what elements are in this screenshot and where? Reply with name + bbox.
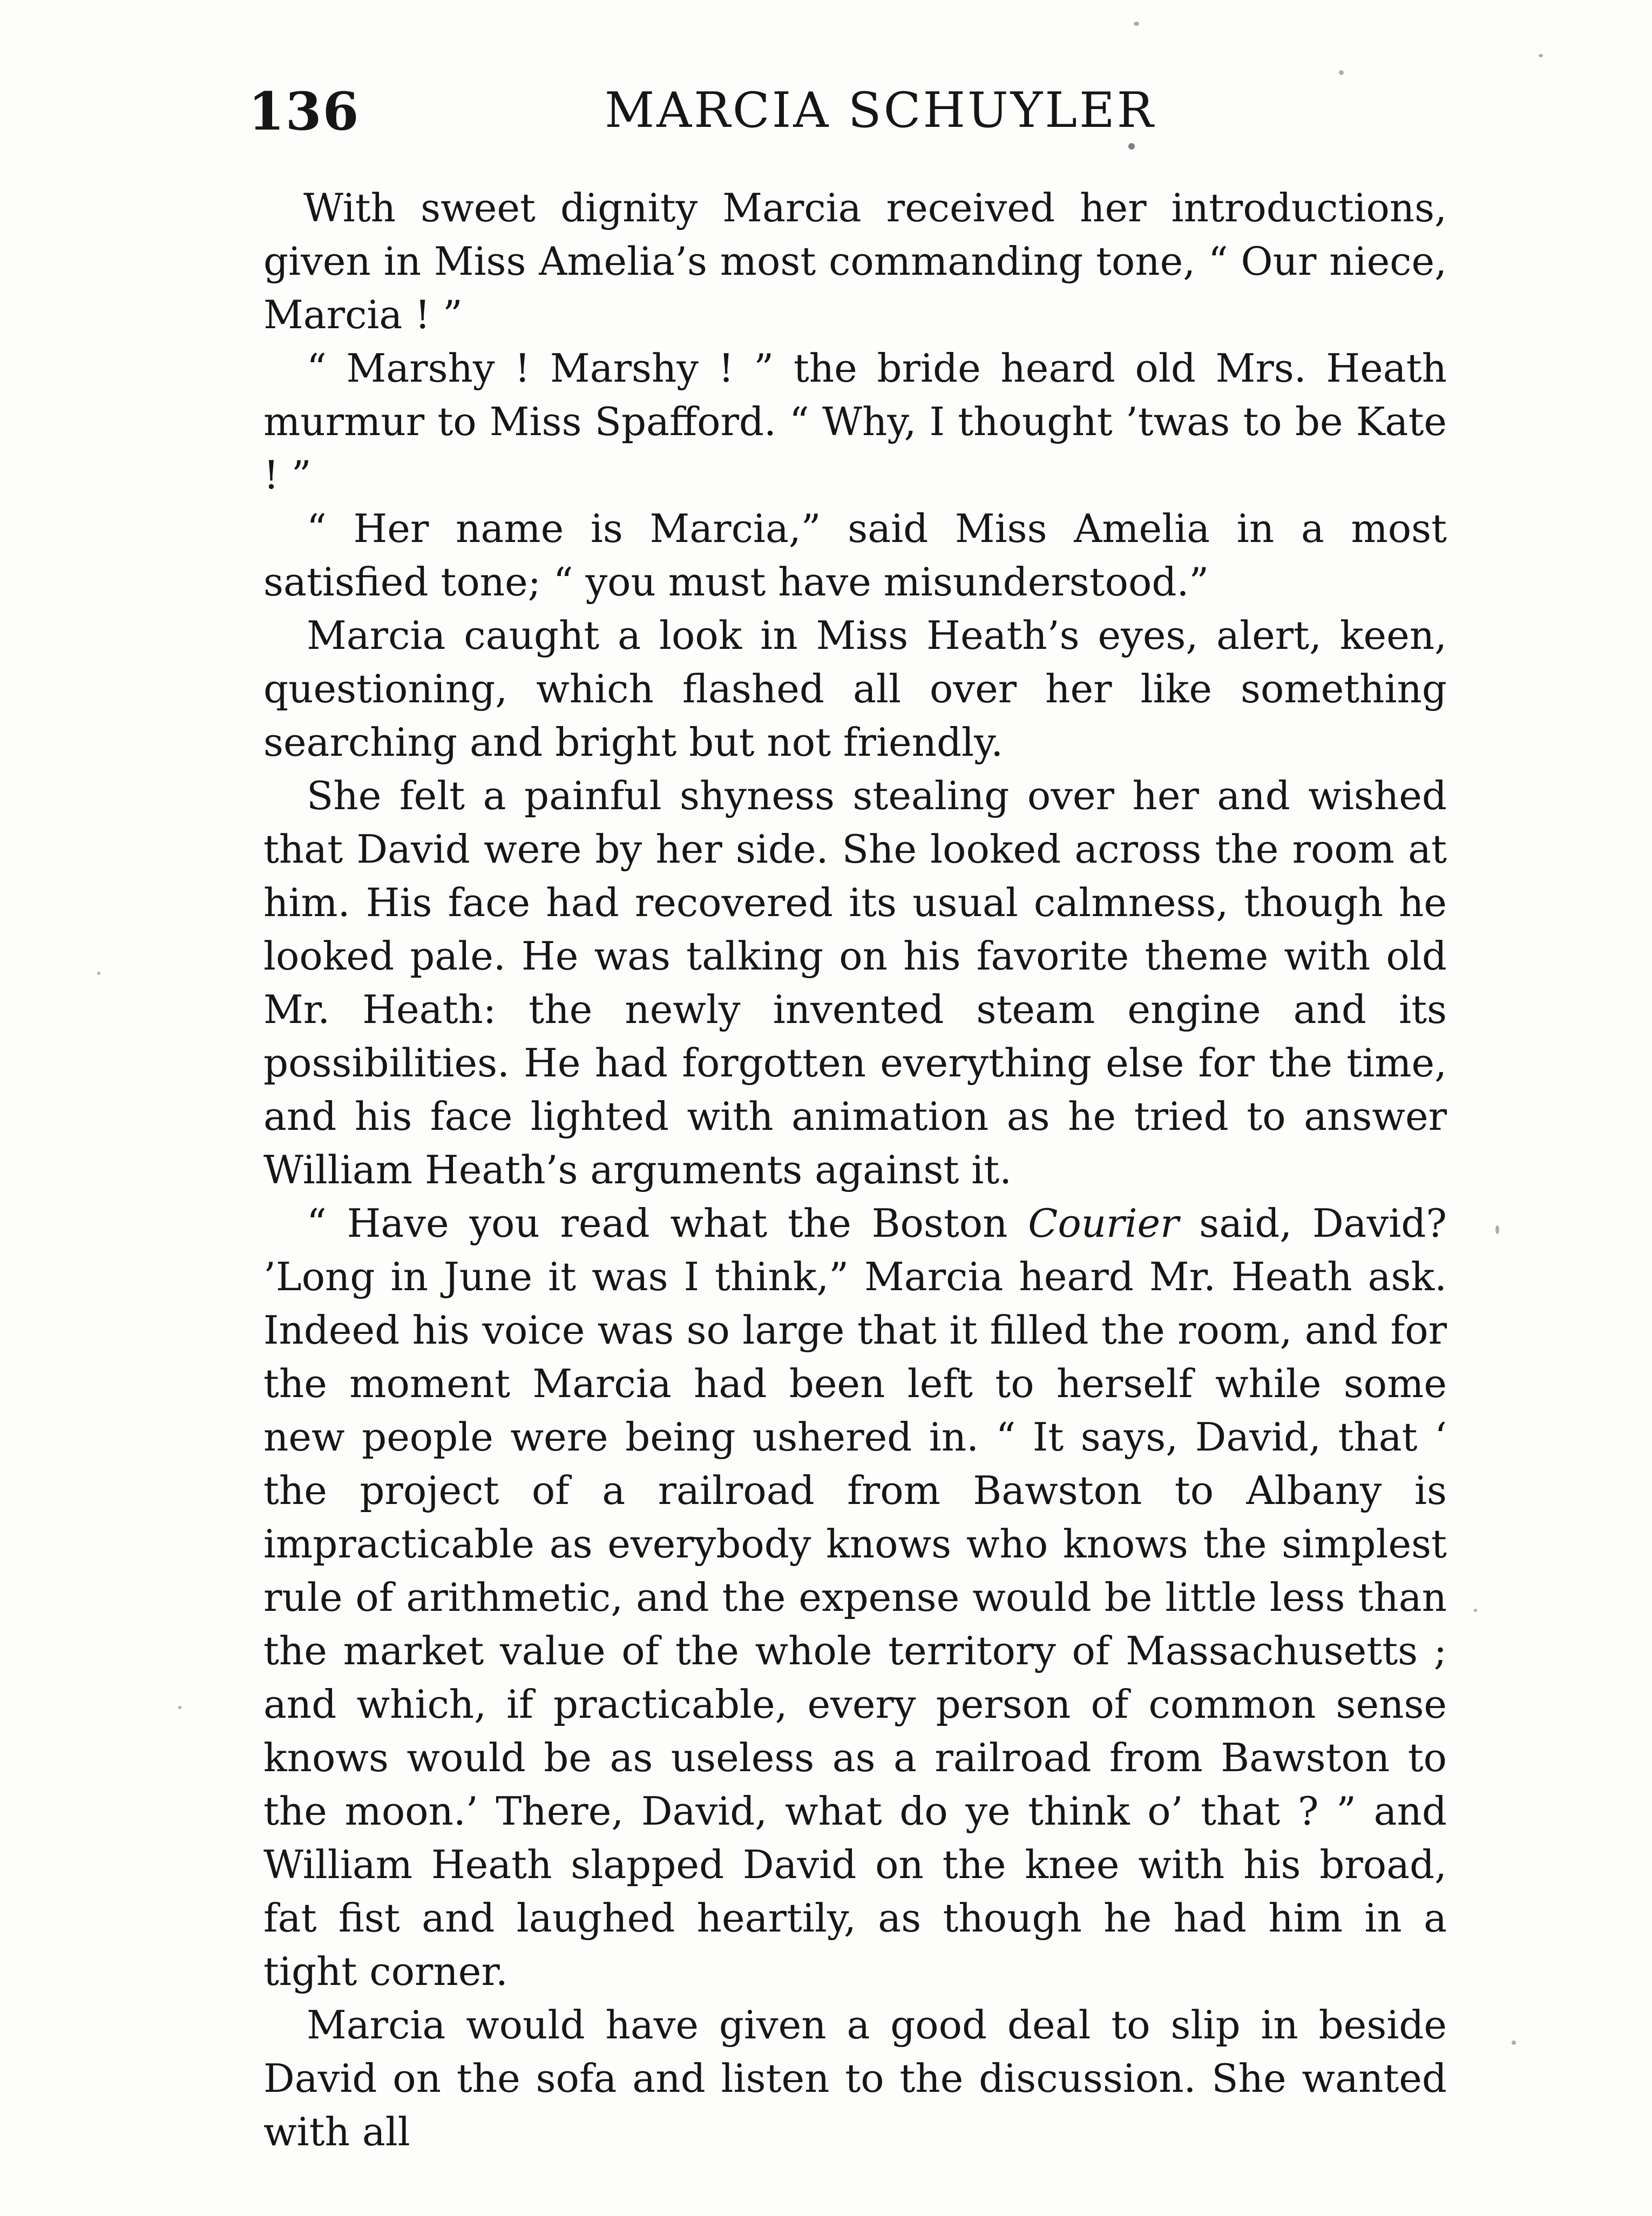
paragraph-text: “ Have you read what the Boston (307, 1201, 1028, 1246)
paragraph: Marcia caught a look in Miss Heath’s eyes, alert, keen, questioning, which flashed all over her like something searching and bright but not friendly. (263, 613, 1447, 765)
body-text (263, 181, 1447, 2159)
paragraph: “ Her name is Marcia,” said Miss Amelia in a most satisfied tone; “ you must have misunderstood.” (263, 506, 1447, 605)
paragraph-text: said, David? ’Long in June it was I think,” Marcia heard Mr. Heath ask. Indeed his voice was so large that it filled the room, and for the moment Marcia had been left to herself while some new people were being ushered in. “ It says, David, that ‘ the project of a railroad from Bawston to Albany is impracticable as everybody knows who knows the simplest rule of arithmetic, and the expense would be little less than the market value of the whole territory of Massachusetts ; and which, if practicable, every person of common sense knows would be as useless as a railroad from Bawston to the moon.’ There, David, what do ye think o’ that ? ” and William Heath slapped David on the knee with his broad, fat fist and laughed heartily, as though he had him in a tight corner. (263, 1201, 1447, 1994)
scan-speck (1495, 1225, 1499, 1234)
scan-speck (178, 1706, 181, 1709)
scan-speck (1134, 22, 1139, 26)
page-number: 136 (248, 81, 360, 142)
paragraph: “ Marshy ! Marshy ! ” the bride heard old Mrs. Heath murmur to Miss Spafford. “ Why, I thought ’twas to be Kate ! ” (263, 345, 1447, 498)
scan-speck (1539, 54, 1543, 57)
paragraph: With sweet dignity Marcia received her introductions, given in Miss Amelia’s most commanding tone, “ Our niece, Marcia ! ” (263, 185, 1447, 337)
paragraph: Marcia would have given a good deal to slip in beside David on the sofa and listen to the discussion. She wanted with all (263, 2002, 1447, 2154)
newspaper-title: Courier (1028, 1201, 1179, 1246)
scan-speck (97, 972, 100, 975)
paragraph (263, 1197, 1447, 1998)
paragraph: She felt a painful shyness stealing over her and wished that David were by her side. She looked across the room at him. His face had recovered its usual calmness, though he looked pale. He was talking on his favorite theme with old Mr. Heath: the newly invented steam engine and its possibilities. He had forgotten everything else for the time, and his face lighted with animation as he tried to answer William Heath’s arguments against it. (263, 773, 1447, 1192)
scan-speck (1512, 2041, 1516, 2045)
running-title: MARCIA SCHUYLER (605, 82, 1156, 139)
page-header (248, 70, 1458, 146)
scan-speck (1474, 1609, 1477, 1612)
